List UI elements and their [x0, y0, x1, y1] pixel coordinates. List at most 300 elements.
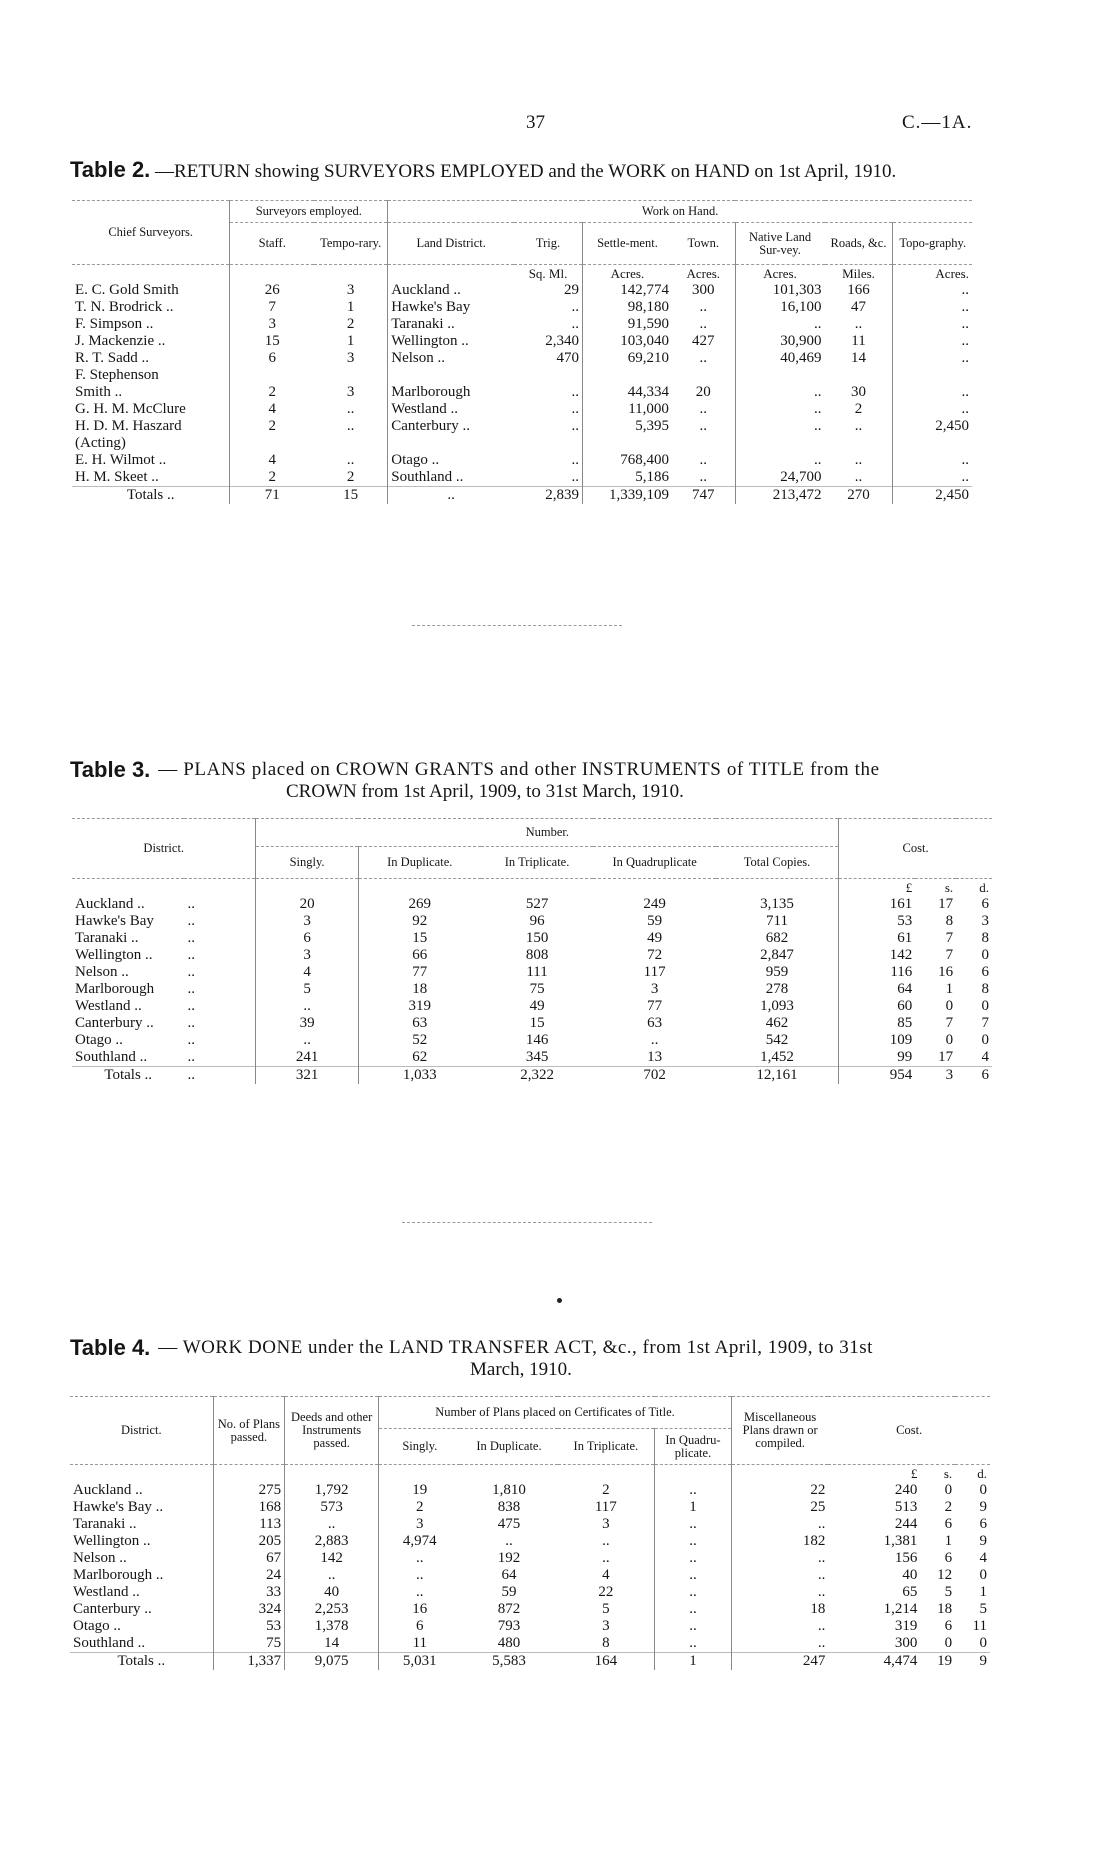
col-in-duplicate: In Duplicate. [358, 847, 481, 879]
section-divider [402, 1222, 652, 1223]
value-cell: .. [379, 1550, 461, 1567]
value-cell: 7 [945, 1015, 954, 1031]
value-cell: 16 [379, 1601, 461, 1618]
value-cell: .. [893, 282, 972, 299]
value-cell: .. [699, 350, 707, 366]
district-cell: Wellington .. [73, 1533, 151, 1549]
value-cell: 91,590 [582, 316, 671, 333]
value-cell: 3 [379, 1516, 461, 1533]
value-cell: .. [187, 1049, 195, 1065]
value-cell: 872 [497, 1601, 521, 1617]
value-cell: .. [893, 452, 972, 469]
col-cost: Cost. [839, 819, 992, 879]
unit-label: Acres. [686, 266, 721, 281]
value-cell: 5 [979, 1601, 987, 1617]
value-cell: 62 [358, 1049, 481, 1067]
value-cell: 2,340 [545, 333, 579, 349]
value-cell: .. [655, 1516, 732, 1533]
value-cell [514, 367, 582, 384]
value-cell [825, 367, 893, 384]
value-cell: .. [285, 1567, 379, 1584]
value-cell: .. [893, 299, 972, 316]
value-cell: 427 [692, 333, 715, 349]
value-cell: 6 [979, 1516, 987, 1532]
value-cell [388, 367, 514, 384]
value-cell: 954 [839, 1067, 916, 1085]
value-cell: 2,253 [285, 1601, 379, 1618]
district-cell: Nelson .. [73, 1550, 127, 1566]
table2-label: Table 2. [70, 157, 151, 182]
value-cell: Marlborough [388, 384, 514, 401]
value-cell: .. [731, 1584, 828, 1601]
value-cell: 793 [497, 1618, 521, 1634]
value-cell: 0 [979, 1635, 987, 1651]
value-cell: 2 [230, 418, 314, 435]
unit-label: Acres. [893, 265, 972, 283]
district-cell: Taranaki .. [73, 1516, 137, 1532]
col-surveyors-employed: Surveyors employed. [230, 201, 388, 223]
table-row [70, 1533, 990, 1550]
table-row [72, 1032, 992, 1049]
table-row [70, 1584, 990, 1601]
district-cell: Auckland .. [73, 1482, 143, 1498]
value-cell: Taranaki .. [388, 316, 514, 333]
value-cell: 49 [529, 998, 545, 1014]
value-cell: .. [699, 469, 707, 485]
table-row [72, 1049, 992, 1067]
value-cell: 1,337 [213, 1653, 285, 1671]
value-cell: 711 [766, 913, 788, 929]
value-cell: 18 [358, 981, 481, 998]
value-cell: 15 [314, 487, 388, 505]
district-cell: Westland .. [73, 1584, 140, 1600]
value-cell: 96 [529, 913, 545, 929]
value-cell: .. [346, 452, 355, 468]
value-cell: .. [187, 1032, 195, 1048]
value-cell: 59 [501, 1584, 517, 1600]
value-cell [314, 367, 388, 384]
value-cell: .. [699, 299, 707, 315]
table4-label: Table 4. [70, 1335, 151, 1360]
table-row [72, 418, 972, 435]
value-cell: 1 [655, 1499, 732, 1516]
district-cell: Canterbury .. [73, 1601, 152, 1617]
value-cell: 98,180 [582, 299, 671, 316]
value-cell [893, 367, 972, 384]
value-cell: 109 [839, 1032, 916, 1049]
value-cell: 4 [981, 1049, 989, 1065]
value-cell: .. [187, 964, 195, 980]
value-cell [825, 435, 893, 452]
value-cell: 319 [358, 998, 481, 1015]
value-cell: 2,450 [893, 487, 972, 505]
value-cell: 20 [256, 896, 358, 913]
value-cell: .. [655, 1567, 732, 1584]
value-cell: 75 [529, 981, 545, 997]
value-cell: 72 [647, 947, 663, 963]
table2-title [70, 157, 1070, 182]
district-cell: Westland .. [75, 998, 142, 1014]
table-row [70, 1601, 990, 1618]
table2 [72, 200, 972, 504]
value-cell: 3 [602, 1516, 610, 1532]
value-cell: 2 [854, 401, 863, 417]
district-cell: Southland .. [73, 1635, 146, 1651]
value-cell: 65 [902, 1584, 918, 1600]
value-cell: 142,774 [582, 282, 671, 299]
value-cell: Southland .. [388, 469, 514, 487]
value-cell: .. [893, 384, 972, 401]
totals-label: Totals .. [70, 1653, 213, 1671]
value-cell: 156 [894, 1550, 918, 1566]
unit-label: £ [910, 1466, 918, 1481]
value-cell: 2 [230, 384, 314, 401]
table-row [70, 1567, 990, 1584]
value-cell: 249 [643, 896, 666, 912]
document-code: C.—1A. [902, 112, 973, 133]
unit-label: £ [839, 879, 916, 897]
value-cell: 8 [602, 1635, 610, 1651]
value-cell: 161 [839, 896, 916, 913]
value-cell: 1,093 [760, 998, 794, 1014]
value-cell: 0 [944, 1482, 953, 1498]
col-plans-on-certificates: Number of Plans placed on Certificates of Title. [379, 1397, 732, 1429]
value-cell: 269 [358, 896, 481, 913]
value-cell: 19 [920, 1653, 955, 1671]
value-cell: 12 [937, 1567, 953, 1583]
value-cell: .. [731, 1635, 828, 1653]
district-cell: Hawke's Bay [75, 913, 154, 929]
value-cell: 1,033 [358, 1067, 481, 1085]
value-cell: .. [854, 316, 863, 332]
value-cell: 40 [902, 1567, 918, 1583]
value-cell: 13 [647, 1049, 663, 1065]
value-cell [893, 435, 972, 452]
value-cell: 0 [944, 1635, 953, 1651]
value-cell: 213,472 [735, 487, 824, 505]
district-cell: J. Mackenzie .. [75, 333, 166, 349]
value-cell: .. [893, 469, 972, 487]
value-cell: 4,474 [828, 1653, 920, 1671]
table-row [72, 299, 972, 316]
value-cell: .. [571, 469, 579, 485]
value-cell: 11 [972, 1618, 987, 1634]
unit-label: Sq. Ml. [528, 266, 568, 281]
value-cell: 1,214 [883, 1601, 918, 1617]
value-cell: .. [854, 418, 863, 434]
value-cell: .. [602, 1550, 610, 1566]
table3 [72, 818, 992, 1084]
table-row [72, 913, 992, 930]
col-in-duplicate: In Duplicate. [460, 1429, 557, 1465]
table2-title-text: —RETURN showing SURVEYORS EMPLOYED and the WORK on HAND on 1st April, 1910. [155, 161, 897, 182]
value-cell: .. [571, 316, 579, 332]
col-in-triplicate: In Triplicate. [558, 1429, 655, 1465]
table-row [72, 1015, 992, 1032]
table-row [72, 384, 972, 401]
value-cell: 573 [285, 1499, 379, 1516]
value-cell: 1 [346, 333, 355, 349]
value-cell: 103,040 [582, 333, 671, 350]
value-cell: .. [655, 1550, 732, 1567]
value-cell: 19 [379, 1482, 461, 1499]
value-cell: 40,469 [735, 350, 824, 367]
value-cell: .. [571, 452, 579, 468]
col-temporary: Tempo-rary. [314, 223, 388, 265]
table-row [72, 401, 972, 418]
value-cell: 2,322 [481, 1067, 593, 1085]
value-cell: 26 [230, 282, 314, 299]
value-cell: 53 [213, 1618, 285, 1635]
section-divider [412, 625, 622, 626]
col-number: Number. [256, 819, 839, 847]
value-cell: .. [893, 316, 972, 333]
page-number: 37 [526, 112, 545, 133]
value-cell: .. [187, 998, 195, 1014]
col-staff: Staff. [230, 223, 314, 265]
value-cell: 5,031 [379, 1653, 461, 1671]
value-cell: .. [655, 1635, 732, 1653]
value-cell: 0 [945, 1032, 954, 1048]
value-cell: .. [655, 1584, 732, 1601]
value-cell [672, 435, 735, 452]
value-cell: 3 [981, 913, 989, 929]
value-cell: 101,303 [735, 282, 824, 299]
value-cell: 270 [825, 487, 893, 505]
value-cell: 319 [894, 1618, 918, 1634]
district-cell: Taranaki .. [75, 930, 139, 946]
value-cell: 4 [979, 1550, 987, 1566]
value-cell: 240 [894, 1482, 918, 1498]
col-misc-plans: Miscellaneous Plans drawn or compiled. [731, 1397, 828, 1465]
district-cell: Wellington .. [75, 947, 153, 963]
value-cell: 0 [979, 1567, 987, 1583]
value-cell: .. [187, 1015, 195, 1031]
value-cell: .. [184, 1067, 256, 1085]
value-cell: 66 [358, 947, 481, 964]
value-cell: 702 [593, 1067, 716, 1085]
value-cell: 69,210 [582, 350, 671, 367]
value-cell: 25 [731, 1499, 828, 1516]
district-cell: T. N. Brodrick .. [75, 299, 174, 315]
value-cell: 59 [647, 913, 663, 929]
table-row [72, 998, 992, 1015]
value-cell: 166 [847, 282, 870, 298]
district-cell: (Acting) [75, 435, 126, 451]
value-cell: .. [893, 333, 972, 350]
value-cell: 9,075 [285, 1653, 379, 1671]
value-cell: 3 [346, 282, 355, 298]
table-row [70, 1618, 990, 1635]
value-cell: .. [735, 418, 824, 435]
value-cell: 0 [981, 1032, 989, 1048]
value-cell: 111 [526, 964, 548, 980]
value-cell: .. [731, 1516, 828, 1533]
value-cell: 5,583 [460, 1653, 557, 1671]
value-cell: 164 [558, 1653, 655, 1671]
value-cell: 5,395 [582, 418, 671, 435]
value-cell: .. [731, 1567, 828, 1584]
value-cell: .. [571, 384, 579, 400]
value-cell: 682 [765, 930, 789, 946]
value-cell: .. [735, 316, 824, 333]
value-cell: 24,700 [735, 469, 824, 487]
value-cell: Westland .. [388, 401, 514, 418]
value-cell: 39 [256, 1015, 358, 1032]
value-cell: 15 [230, 333, 314, 350]
value-cell: 6 [981, 896, 989, 912]
value-cell: .. [854, 469, 863, 485]
table-row [72, 452, 972, 469]
value-cell: 60 [839, 998, 916, 1015]
unit-label: d. [979, 880, 989, 895]
value-cell: 244 [894, 1516, 918, 1532]
value-cell: 2,847 [760, 947, 794, 963]
value-cell [735, 435, 824, 452]
value-cell: 11 [851, 333, 866, 349]
value-cell [314, 435, 388, 452]
table-row [72, 435, 972, 452]
value-cell: 14 [285, 1635, 379, 1653]
table-row [72, 896, 992, 913]
value-cell: .. [735, 452, 824, 469]
totals-row [72, 1067, 992, 1085]
value-cell: Otago .. [388, 452, 514, 469]
value-cell: 16,100 [735, 299, 824, 316]
value-cell: 30,900 [735, 333, 824, 350]
value-cell: 64 [501, 1567, 517, 1583]
col-native-land-survey: Native Land Sur-vey. [735, 223, 824, 265]
value-cell: 278 [765, 981, 789, 997]
value-cell: .. [187, 913, 195, 929]
unit-label: s. [944, 880, 954, 895]
value-cell: .. [388, 487, 514, 505]
totals-label: Totals .. [72, 487, 230, 505]
value-cell: 9 [979, 1499, 987, 1515]
col-roads: Roads, &c. [825, 223, 893, 265]
value-cell: .. [571, 401, 579, 417]
col-in-quadruplicate: In Quadru-plicate. [655, 1429, 732, 1465]
value-cell: .. [187, 896, 195, 912]
value-cell: .. [571, 299, 579, 315]
value-cell: .. [893, 350, 972, 367]
table-row [70, 1516, 990, 1533]
value-cell: 9 [979, 1533, 987, 1549]
value-cell: 275 [213, 1482, 285, 1499]
district-cell: Otago .. [75, 1032, 123, 1048]
district-cell: E. C. Gold Smith [75, 282, 179, 298]
value-cell: 1,381 [883, 1533, 918, 1549]
value-cell: .. [735, 384, 824, 401]
value-cell: 18 [937, 1601, 953, 1617]
value-cell: .. [346, 418, 355, 434]
value-cell: .. [285, 1516, 379, 1533]
col-singly: Singly. [379, 1429, 461, 1465]
value-cell: 2,450 [893, 418, 972, 435]
value-cell: .. [379, 1567, 461, 1584]
table-row [72, 981, 992, 998]
table-row [70, 1499, 990, 1516]
value-cell: 117 [643, 964, 666, 980]
value-cell: 8 [981, 930, 989, 946]
col-chief-surveyors: Chief Surveyors. [72, 201, 230, 265]
unit-label: s. [943, 1466, 953, 1481]
district-cell: F. Simpson .. [75, 316, 154, 332]
table-row [72, 316, 972, 333]
table3-title [70, 757, 1070, 802]
col-district: District. [70, 1397, 213, 1465]
value-cell: .. [735, 401, 824, 418]
value-cell: 2 [346, 316, 355, 332]
value-cell: 4,974 [379, 1533, 461, 1550]
value-cell: .. [655, 1618, 732, 1635]
table-row [72, 964, 992, 981]
value-cell: .. [893, 401, 972, 418]
totals-row [70, 1653, 990, 1671]
district-cell: Marlborough [75, 981, 155, 997]
value-cell: 300 [894, 1635, 918, 1651]
value-cell: 77 [358, 964, 481, 981]
value-cell: 6 [981, 964, 989, 980]
value-cell [514, 435, 582, 452]
table-row [72, 367, 972, 384]
value-cell: 11,000 [582, 401, 671, 418]
table-row [70, 1635, 990, 1653]
value-cell: 17 [938, 1049, 954, 1065]
value-cell: .. [602, 1533, 610, 1549]
value-cell: 6 [944, 1618, 953, 1634]
value-cell: 6 [956, 1067, 992, 1085]
value-cell: 1 [945, 981, 954, 997]
value-cell: 117 [594, 1499, 617, 1515]
value-cell: 7 [230, 299, 314, 316]
value-cell: 71 [230, 487, 314, 505]
col-cost: Cost. [828, 1397, 990, 1465]
value-cell: 345 [525, 1049, 549, 1065]
col-singly: Singly. [256, 847, 358, 879]
table4 [70, 1396, 990, 1670]
value-cell: 7 [981, 1015, 989, 1031]
value-cell: 150 [525, 930, 549, 946]
value-cell: 1,452 [760, 1049, 794, 1065]
value-cell: 63 [358, 1015, 481, 1032]
col-town: Town. [672, 223, 735, 265]
district-cell: Canterbury .. [75, 1015, 154, 1031]
col-work-on-hand: Work on Hand. [388, 201, 972, 223]
value-cell: .. [699, 418, 707, 434]
col-in-triplicate: In Triplicate. [481, 847, 593, 879]
value-cell: 7 [945, 947, 954, 963]
district-cell: G. H. M. McClure [75, 401, 186, 417]
value-cell: 1,792 [285, 1482, 379, 1499]
value-cell: 470 [556, 350, 579, 366]
value-cell: 8 [981, 981, 989, 997]
table4-title [70, 1335, 1070, 1380]
value-cell: .. [854, 452, 863, 468]
value-cell: 3 [256, 913, 358, 930]
value-cell: 527 [525, 896, 549, 912]
value-cell [230, 435, 314, 452]
unit-label: Acres. [582, 265, 671, 283]
value-cell: 53 [839, 913, 916, 930]
value-cell: 3 [915, 1067, 956, 1085]
table-row [72, 333, 972, 350]
value-cell: 542 [765, 1032, 789, 1048]
value-cell: 29 [563, 282, 579, 298]
value-cell: 2 [944, 1499, 953, 1515]
col-settlement: Settle-ment. [582, 223, 671, 265]
value-cell: Auckland .. [388, 282, 514, 299]
